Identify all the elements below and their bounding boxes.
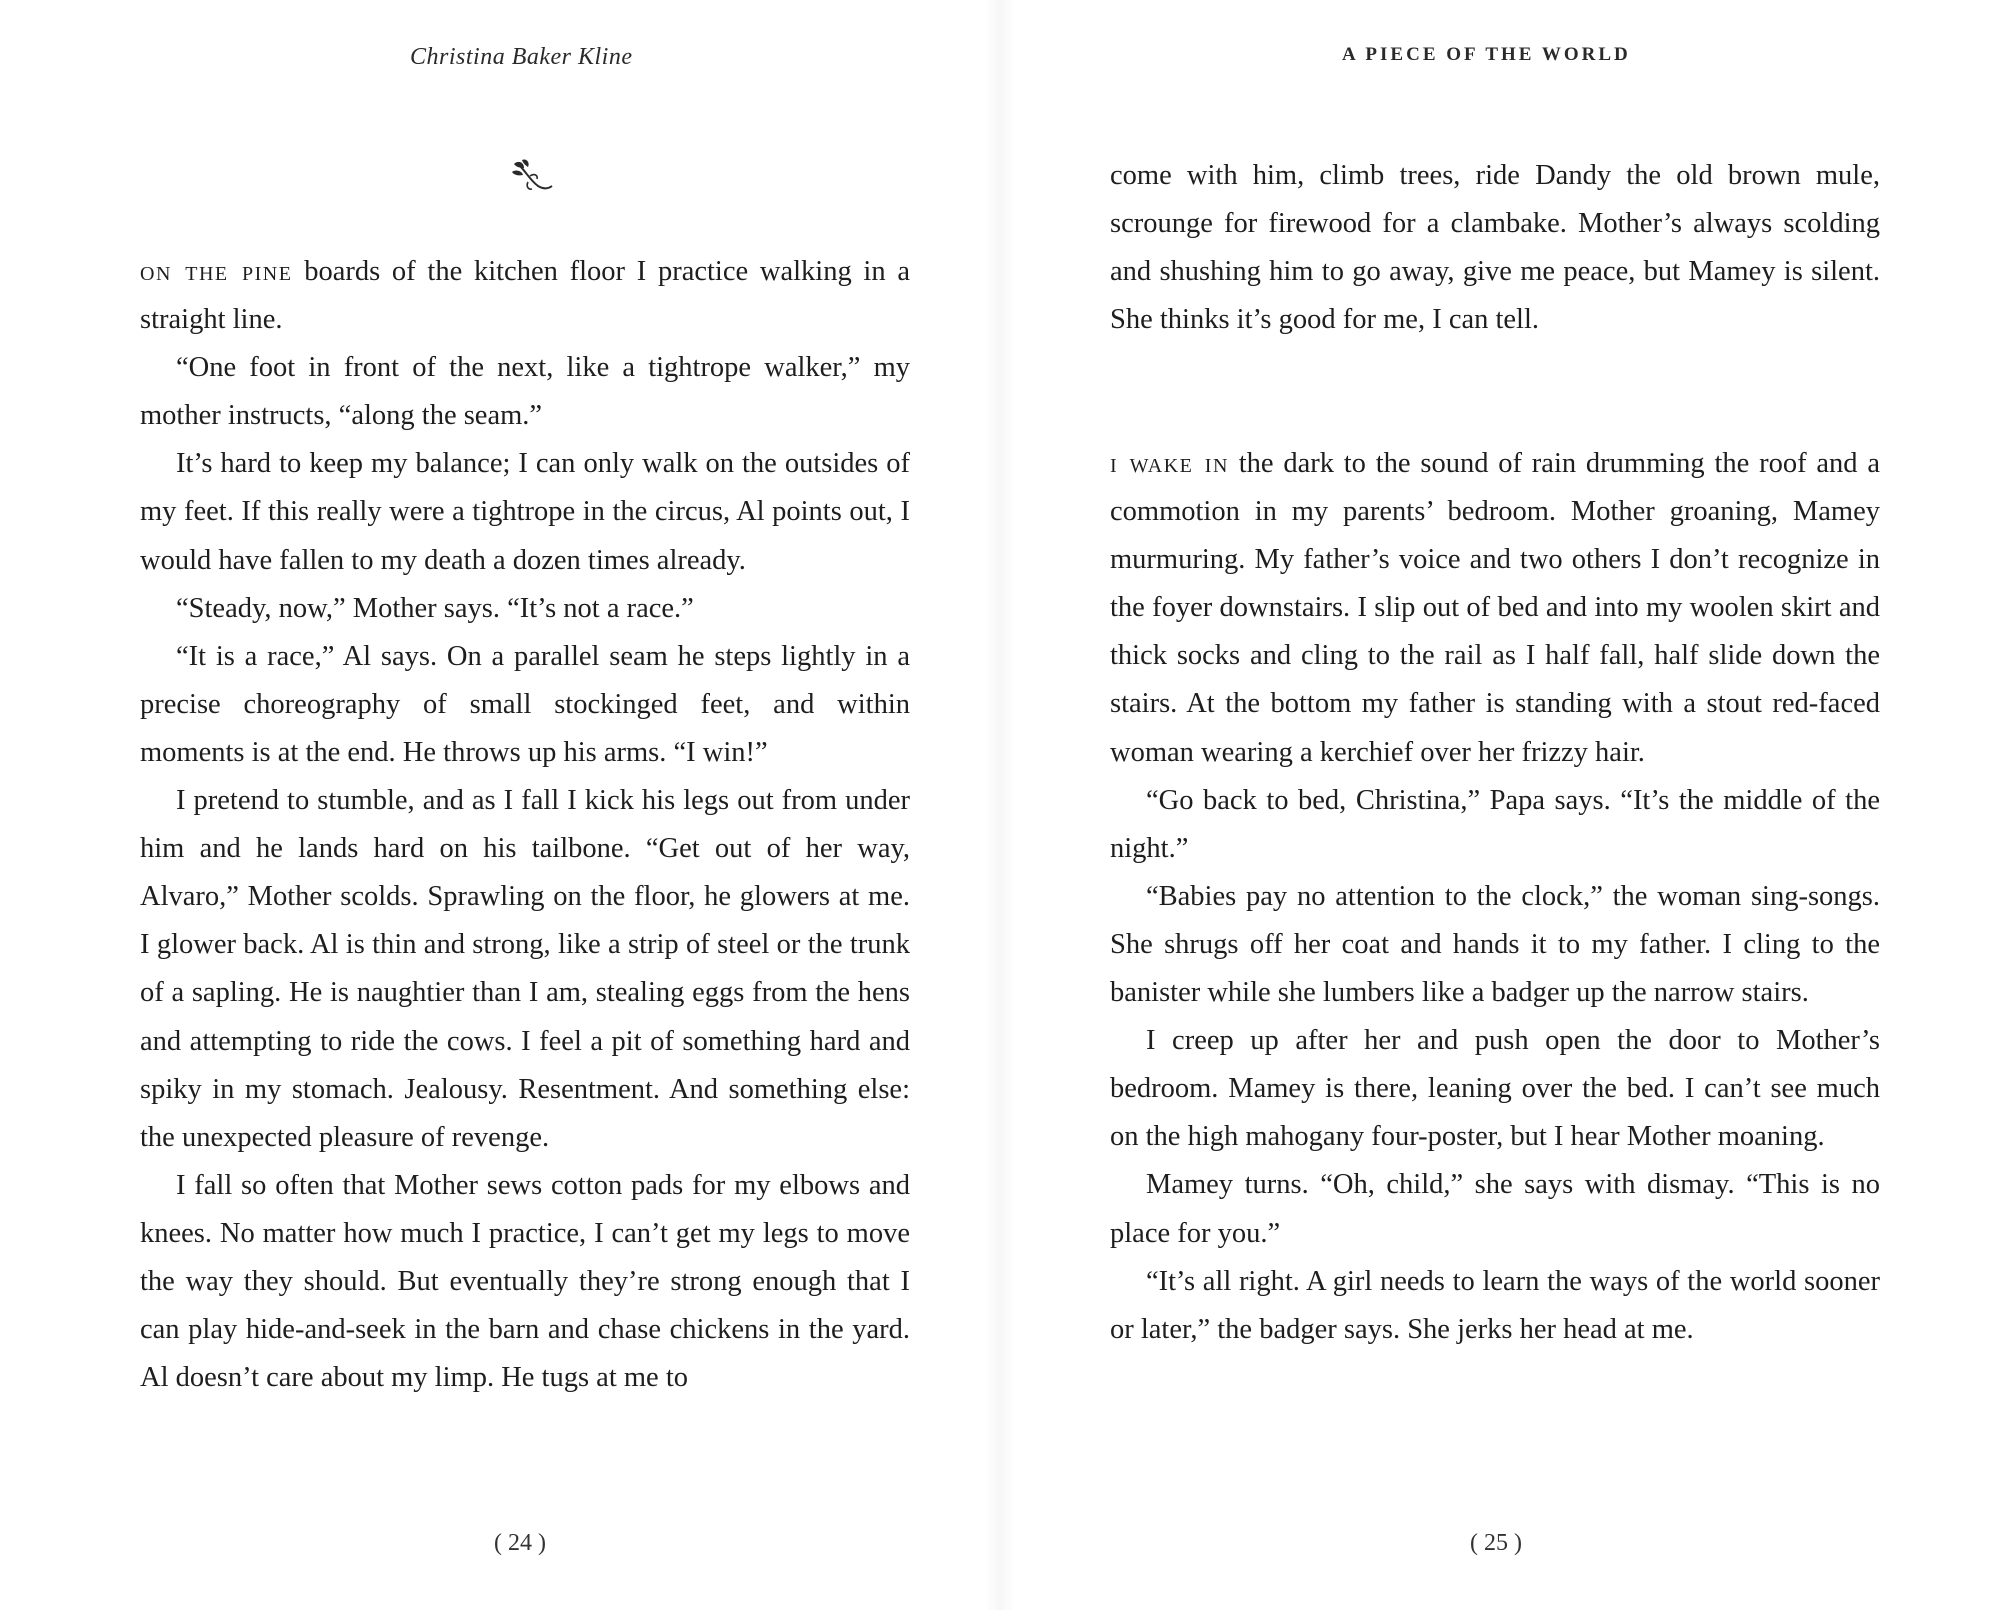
right-page bbox=[1000, 0, 2000, 1610]
running-head-title: A PIECE OF THE WORLD bbox=[1342, 44, 1631, 65]
paragraph: I creep up after her and push open the door to Mother’s bedroom. Mamey is there, leaning over the bed. I can’t see much on the high mahogany four-poster, but I hear Mother moaning. bbox=[1110, 1025, 1880, 1153]
opening-paragraph bbox=[140, 247, 910, 344]
smallcaps-lead: i wake in bbox=[1110, 447, 1229, 479]
paragraph: “Babies pay no attention to the clock,” the woman sing-songs. She shrugs off her coat and hands it to my father. I cling to the banister while she lumbers like a badger up the narrow stairs. bbox=[1110, 880, 1880, 1009]
page-number-right: ( 25 ) bbox=[1470, 1530, 1522, 1556]
paragraph: It’s hard to keep my balance; I can only walk on the outsides of my feet. If this really were a tightrope in the circus, Al points out, I would have fallen to my death a dozen times already. bbox=[140, 448, 910, 576]
continuation-paragraph: come with him, climb trees, ride Dandy the old brown mule, scrounge for firewood for a clambake. Mother’s always scolding and shushing him to go away, give me peace, but Mamey is silent. She thinks it’s good for me, I can tell. bbox=[1110, 160, 1880, 336]
paragraph: “One foot in front of the next, like a tightrope walker,” my mother instructs, “along the seam.” bbox=[140, 352, 910, 432]
opening-rest: the dark to the sound of rain drumming the roof and a commotion in my parents’ bedroom. Mother groaning, Mamey murmuring. My father’s voice and two others I don’t recognize in the foyer downstairs. I slip out of bed and into my woolen skirt and thick socks and cling to the rail as I half fall, half slide down the stairs. At the bottom my father is standing with a stout red-faced woman wearing a kerchief over her frizzy hair. bbox=[1110, 448, 1880, 768]
paragraph: “It is a race,” Al says. On a parallel seam he steps lightly in a precise choreography of small stockinged feet, and within moments is at the end. He throws up his arms. “I win!” bbox=[140, 640, 910, 768]
paragraph: “It’s all right. A girl needs to learn the ways of the world sooner or later,” the badger says. She jerks her head at me. bbox=[1110, 1265, 1880, 1345]
paragraph: Mamey turns. “Oh, child,” she says with dismay. “This is no place for you.” bbox=[1110, 1169, 1880, 1249]
right-continuation-text bbox=[1110, 152, 1880, 344]
page-number-left: ( 24 ) bbox=[494, 1530, 546, 1556]
running-head-author: Christina Baker Kline bbox=[410, 44, 633, 70]
section-opening-paragraph bbox=[1110, 439, 1880, 777]
smallcaps-lead: on the pine bbox=[140, 255, 293, 287]
paragraph: I pretend to stumble, and as I fall I kick his legs out from under him and he lands hard on his tailbone. “Get out of her way, Alvaro,” Mother scolds. Sprawling on the floor, he glowers at me. I glower back. Al is thin and strong, like a strip of steel or the trunk of a sapling. He is naughtier than I am, stealing eggs from the hens and attempting to ride the cows. I feel a pit of something hard and spiky in my stomach. Jealousy. Resentment. And something else: the unexpected pleasure of revenge. bbox=[140, 785, 910, 1153]
leaf-sprig-icon bbox=[508, 156, 556, 196]
opening-rest: boards of the kitchen floor I practice walking in a straight line. bbox=[140, 256, 910, 336]
paragraph: “Steady, now,” Mother says. “It’s not a race.” bbox=[176, 592, 694, 624]
paragraph: I fall so often that Mother sews cotton pads for my elbows and knees. No matter how much I practice, I can’t get my legs to move the way they should. But eventually they’re strong enough that I can play hide-and-seek in the barn and chase chickens in the yard. Al doesn’t care about my limp. He tugs at me to bbox=[140, 1169, 910, 1394]
left-body-text bbox=[140, 247, 910, 1402]
paragraph: “Go back to bed, Christina,” Papa says. “It’s the middle of the night.” bbox=[1110, 784, 1880, 864]
right-body-text bbox=[1110, 439, 1880, 1354]
